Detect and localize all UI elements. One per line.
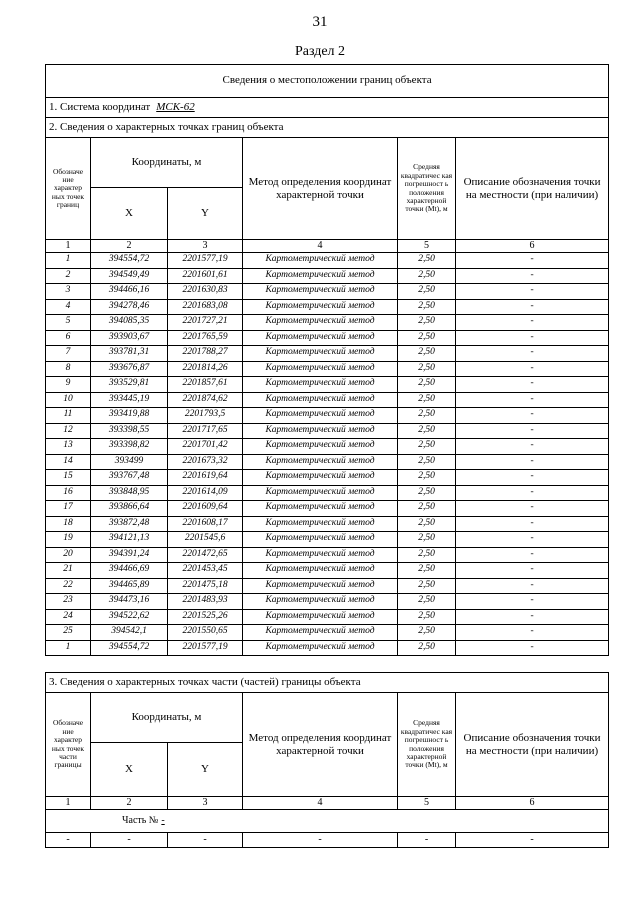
point-number: 22 [46,578,91,594]
column-number: 1 [46,240,91,253]
precision: 2,50 [398,408,456,424]
header-point-designation: Обозначе ние характер ных точек границ [46,138,91,240]
precision: 2,50 [398,268,456,284]
coord-y: 2201453,45 [168,563,243,579]
coord-x: 393398,55 [91,423,168,439]
coord-x: 393866,64 [91,501,168,517]
description: - [456,485,609,501]
description: - [456,594,609,610]
precision: 2,50 [398,454,456,470]
precision: 2,50 [398,330,456,346]
table-row [46,625,609,641]
coord-y: 2201475,18 [168,578,243,594]
description: - [456,423,609,439]
header-method: Метод определения координат характерной точки [243,693,398,797]
method: Картометрический метод [243,423,398,439]
precision: 2,50 [398,439,456,455]
coord-x: 394549,49 [91,268,168,284]
table-row [46,392,609,408]
header-x: X [91,188,168,240]
description: - [456,640,609,656]
point-number: 9 [46,377,91,393]
point-number: 1 [46,253,91,269]
coord-y: 2201874,62 [168,392,243,408]
method: Картометрический метод [243,315,398,331]
point-number: 14 [46,454,91,470]
precision: 2,50 [398,299,456,315]
precision: 2,50 [398,594,456,610]
header-description: Описание обозначения точки на местности (при наличии) [456,693,609,797]
description: - [456,547,609,563]
coord-y: 2201673,32 [168,454,243,470]
table-row [46,299,609,315]
coord-x: - [91,833,168,848]
header-point-designation-part: Обозначе ние характер ных точек части границы [46,693,91,797]
coord-y: 2201630,83 [168,284,243,300]
method: Картометрический метод [243,299,398,315]
column-number-row [46,240,609,253]
precision: 2,50 [398,253,456,269]
table-row [46,377,609,393]
coord-y: 2201701,42 [168,439,243,455]
coord-y: 2201577,19 [168,253,243,269]
precision: 2,50 [398,532,456,548]
table-row [46,408,609,424]
header-coordinates: Координаты, м [91,693,243,743]
point-number: 19 [46,532,91,548]
boundary-table [45,64,609,656]
method: Картометрический метод [243,640,398,656]
method: Картометрический метод [243,408,398,424]
point-number: - [46,833,91,848]
description: - [456,377,609,393]
point-number: 1 [46,640,91,656]
part-boundary-table [45,672,609,848]
description: - [456,532,609,548]
column-number: 2 [91,797,168,810]
column-number: 3 [168,797,243,810]
method: Картометрический метод [243,284,398,300]
coord-x: 394522,62 [91,609,168,625]
coord-x: 394542,1 [91,625,168,641]
description: - [456,625,609,641]
coord-y: 2201683,08 [168,299,243,315]
method: Картометрический метод [243,594,398,610]
method: - [243,833,398,848]
method: Картометрический метод [243,501,398,517]
method: Картометрический метод [243,361,398,377]
table-row [46,547,609,563]
coord-x: 393419,88 [91,408,168,424]
description: - [456,361,609,377]
point-number: 13 [46,439,91,455]
method: Картометрический метод [243,454,398,470]
coord-x: 393848,95 [91,485,168,501]
point-number: 2 [46,268,91,284]
column-number-row [46,797,609,810]
description: - [456,563,609,579]
header-x: X [91,743,168,797]
table-row [46,640,609,656]
coord-system-value: МСК-62 [156,100,195,113]
point-number: 6 [46,330,91,346]
description: - [456,470,609,486]
coord-x: 393499 [91,454,168,470]
description: - [456,408,609,424]
precision: 2,50 [398,609,456,625]
method: Картометрический метод [243,516,398,532]
header-precision: Средняя квадратичес кая погрешност ь положения характерной точки (Mt), м [398,138,456,240]
point-number: 20 [46,547,91,563]
header-description: Описание обозначения точки на местности (при наличии) [456,138,609,240]
coord-x: 394466,16 [91,284,168,300]
description: - [456,833,609,848]
method: Картометрический метод [243,253,398,269]
point-number: 3 [46,284,91,300]
column-number: 4 [243,797,398,810]
coord-x: 394466,69 [91,563,168,579]
header-precision: Средняя квадратичес кая погрешност ь положения характерной точки (Mt), м [398,693,456,797]
page-number: 31 [312,14,328,30]
coord-x: 394465,89 [91,578,168,594]
column-number: 1 [46,797,91,810]
description: - [456,315,609,331]
header-y: Y [168,188,243,240]
method: Картометрический метод [243,625,398,641]
table-row [46,346,609,362]
table-row [46,578,609,594]
part-value: - [161,814,165,826]
coord-y: 2201765,59 [168,330,243,346]
coord-y: 2201814,26 [168,361,243,377]
table-row [46,315,609,331]
coord-y: 2201608,17 [168,516,243,532]
description: - [456,501,609,517]
point-number: 4 [46,299,91,315]
table-row [46,609,609,625]
coord-x: 394278,46 [91,299,168,315]
coord-x: 393767,48 [91,470,168,486]
method: Картометрический метод [243,532,398,548]
table-title: Сведения о местоположении границ объекта [46,65,609,98]
coord-y: - [168,833,243,848]
coord-x: 394121,13 [91,532,168,548]
section3-label: 3. Сведения о характерных точках части (частей) границы объекта [46,673,609,693]
description: - [456,253,609,269]
precision: 2,50 [398,563,456,579]
coord-y: 2201609,64 [168,501,243,517]
method: Картометрический метод [243,377,398,393]
coord-y: 2201577,19 [168,640,243,656]
precision: 2,50 [398,377,456,393]
table-row [46,470,609,486]
coord-y: 2201472,65 [168,547,243,563]
method: Картометрический метод [243,330,398,346]
description: - [456,439,609,455]
table-row [46,330,609,346]
precision: 2,50 [398,501,456,517]
description: - [456,578,609,594]
coord-x: 393529,81 [91,377,168,393]
description: - [456,516,609,532]
description: - [456,268,609,284]
coord-x: 393676,87 [91,361,168,377]
coord-system-row [46,98,609,118]
coord-y: 2201793,5 [168,408,243,424]
table-row [46,268,609,284]
table-row [46,253,609,269]
precision: 2,50 [398,578,456,594]
coord-x: 393781,31 [91,346,168,362]
coord-y: 2201788,27 [168,346,243,362]
precision: 2,50 [398,625,456,641]
coord-y: 2201717,65 [168,423,243,439]
coord-y: 2201619,64 [168,470,243,486]
description: - [456,609,609,625]
point-number: 7 [46,346,91,362]
coord-x: 394391,24 [91,547,168,563]
table-row [46,501,609,517]
point-number: 16 [46,485,91,501]
table-row [46,563,609,579]
point-number: 15 [46,470,91,486]
method: Картометрический метод [243,268,398,284]
description: - [456,454,609,470]
coord-y: 2201525,26 [168,609,243,625]
header-coordinates: Координаты, м [91,138,243,188]
point-number: 11 [46,408,91,424]
point-number: 12 [46,423,91,439]
precision: 2,50 [398,640,456,656]
section-title: Раздел 2 [294,44,346,59]
description: - [456,346,609,362]
header-y: Y [168,743,243,797]
precision: 2,50 [398,346,456,362]
coord-system-label: 1. Система координат [49,100,151,113]
method: Картометрический метод [243,578,398,594]
method: Картометрический метод [243,439,398,455]
precision: 2,50 [398,315,456,331]
method: Картометрический метод [243,470,398,486]
header-method: Метод определения координат характерной точки [243,138,398,240]
method: Картометрический метод [243,563,398,579]
coord-x: 393872,48 [91,516,168,532]
coord-x: 393445,19 [91,392,168,408]
method: Картометрический метод [243,547,398,563]
column-number: 2 [91,240,168,253]
column-number: 4 [243,240,398,253]
point-number: 8 [46,361,91,377]
coord-y: 2201614,09 [168,485,243,501]
precision: 2,50 [398,470,456,486]
point-number: 25 [46,625,91,641]
description: - [456,330,609,346]
column-number: 6 [456,240,609,253]
point-number: 5 [46,315,91,331]
coord-y: 2201601,61 [168,268,243,284]
table-row [46,284,609,300]
coord-y: 2201483,93 [168,594,243,610]
point-number: 10 [46,392,91,408]
point-number: 24 [46,609,91,625]
precision: 2,50 [398,423,456,439]
table-row [46,594,609,610]
coord-x: 394554,72 [91,640,168,656]
description: - [456,284,609,300]
coord-y: 2201857,61 [168,377,243,393]
table-row [46,532,609,548]
coord-y: 2201727,21 [168,315,243,331]
section2-label: 2. Сведения о характерных точках границ объекта [46,118,609,138]
column-number: 3 [168,240,243,253]
part-number-row [46,810,609,833]
coord-x: 393398,82 [91,439,168,455]
precision: 2,50 [398,547,456,563]
coord-x: 394554,72 [91,253,168,269]
method: Картометрический метод [243,485,398,501]
precision: 2,50 [398,284,456,300]
table-row [46,454,609,470]
coord-y: 2201550,65 [168,625,243,641]
precision: 2,50 [398,485,456,501]
column-number: 6 [456,797,609,810]
point-number: 17 [46,501,91,517]
description: - [456,299,609,315]
precision: 2,50 [398,361,456,377]
point-number: 23 [46,594,91,610]
point-number: 21 [46,563,91,579]
precision: 2,50 [398,392,456,408]
table-row [46,361,609,377]
part-label: Часть № [122,814,159,826]
method: Картометрический метод [243,392,398,408]
precision: - [398,833,456,848]
column-number: 5 [398,797,456,810]
table-row [46,516,609,532]
column-number: 5 [398,240,456,253]
coord-x: 393903,67 [91,330,168,346]
table-row [46,485,609,501]
method: Картометрический метод [243,346,398,362]
table-row [46,439,609,455]
table-row [46,423,609,439]
coord-x: 394085,35 [91,315,168,331]
table-row [46,833,609,848]
coord-x: 394473,16 [91,594,168,610]
coord-y: 2201545,6 [168,532,243,548]
precision: 2,50 [398,516,456,532]
method: Картометрический метод [243,609,398,625]
description: - [456,392,609,408]
point-number: 18 [46,516,91,532]
